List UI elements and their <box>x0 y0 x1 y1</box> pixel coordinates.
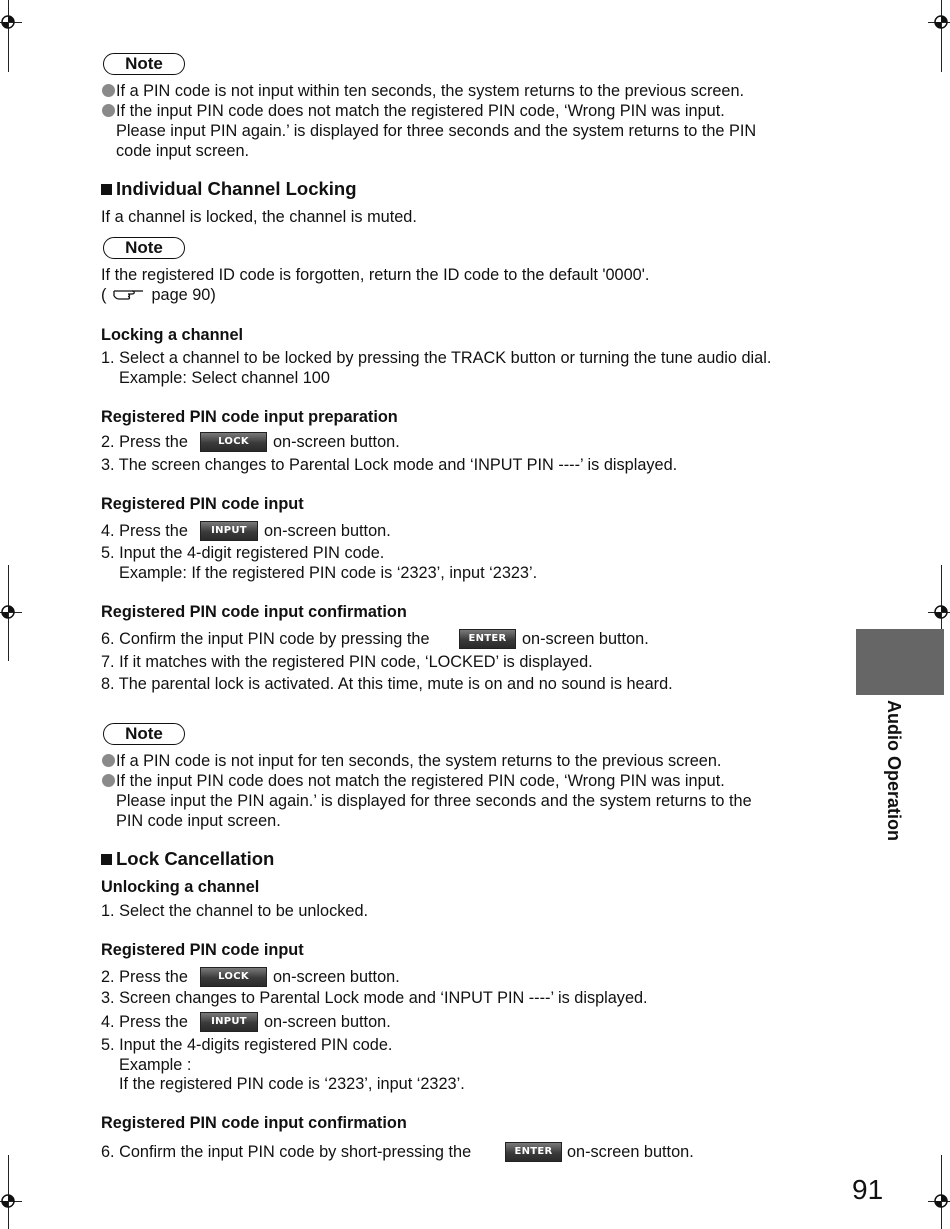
section-marker-icon <box>101 854 112 865</box>
note-text: code input screen. <box>116 142 250 160</box>
step-text: If the registered PIN code is ‘2323’, input ‘2323’. <box>119 1075 465 1093</box>
registration-mark-icon <box>0 11 22 33</box>
registration-mark-icon <box>0 1190 22 1212</box>
subheading: Registered PIN code input <box>101 941 304 959</box>
step-text: Example: If the registered PIN code is ‘2323’, input ‘2323’. <box>119 564 538 582</box>
step-text: 1. Select the channel to be unlocked. <box>101 902 369 920</box>
step-text: 6. Confirm the input PIN code by pressing the <box>101 630 430 648</box>
step-text: Example: Select channel 100 <box>119 369 330 387</box>
page-reference-text: page 90) <box>151 286 216 304</box>
step-text: 5. Input the 4-digits registered PIN code. <box>101 1036 393 1054</box>
step-text: on-screen button. <box>273 433 400 451</box>
step-text: 8. The parental lock is activated. At this time, mute is on and no sound is heard. <box>101 675 673 693</box>
note-text: Please input the PIN again.’ is displayed for three seconds and the system returns to the <box>116 792 752 810</box>
registration-mark-icon <box>930 1190 950 1212</box>
section-title: Individual Channel Locking <box>116 178 357 199</box>
step-text: on-screen button. <box>264 1013 391 1031</box>
step-text: 7. If it matches with the registered PIN code, ‘LOCKED’ is displayed. <box>101 653 593 671</box>
note-text: If a PIN code is not input for ten seconds, the system returns to the previous screen. <box>116 752 722 770</box>
note-text: If a PIN code is not input within ten seconds, the system returns to the previous screen. <box>116 82 745 100</box>
page-reference <box>101 285 216 305</box>
note-badge: Note <box>103 723 185 745</box>
lock-button[interactable]: LOCK <box>200 432 267 452</box>
step-text: 4. Press the <box>101 522 188 540</box>
step-text: on-screen button. <box>567 1143 694 1161</box>
subheading: Unlocking a channel <box>101 878 260 896</box>
note-text: If the input PIN code does not match the registered PIN code, ‘Wrong PIN was input. <box>116 102 725 120</box>
registration-mark-icon <box>930 11 950 33</box>
pointing-hand-icon <box>113 287 145 301</box>
bullet-icon <box>102 84 115 97</box>
enter-button[interactable]: ENTER <box>459 629 516 649</box>
note-badge: Note <box>103 53 185 75</box>
subheading: Registered PIN code input confirmation <box>101 603 407 621</box>
subheading: Registered PIN code input preparation <box>101 408 398 426</box>
bullet-icon <box>102 104 115 117</box>
input-button[interactable]: INPUT <box>200 1012 258 1032</box>
subheading: Locking a channel <box>101 326 244 344</box>
note-text: If the input PIN code does not match the registered PIN code, ‘Wrong PIN was input. <box>116 772 725 790</box>
step-text: 3. Screen changes to Parental Lock mode and ‘INPUT PIN ----’ is displayed. <box>101 989 648 1007</box>
subheading: Registered PIN code input <box>101 495 304 513</box>
lock-button[interactable]: LOCK <box>200 967 267 987</box>
enter-button[interactable]: ENTER <box>505 1142 562 1162</box>
note-text: PIN code input screen. <box>116 812 281 830</box>
step-text: 6. Confirm the input PIN code by short-pressing the <box>101 1143 472 1161</box>
bullet-icon <box>102 754 115 767</box>
subheading: Registered PIN code input confirmation <box>101 1114 407 1132</box>
side-tab <box>856 629 944 695</box>
step-text: Example : <box>119 1056 192 1074</box>
step-text: on-screen button. <box>273 968 400 986</box>
step-text: 5. Input the 4-digit registered PIN code. <box>101 544 385 562</box>
side-tab-label: Audio Operation <box>884 700 904 841</box>
step-text: on-screen button. <box>522 630 649 648</box>
step-text: 1. Select a channel to be locked by pressing the TRACK button or turning the tune audio dial. <box>101 349 772 367</box>
step-text: 3. The screen changes to Parental Lock mode and ‘INPUT PIN ----’ is displayed. <box>101 456 678 474</box>
section-title: Lock Cancellation <box>116 848 275 869</box>
step-text: 4. Press the <box>101 1013 188 1031</box>
note-text: Please input PIN again.’ is displayed for three seconds and the system returns to the PIN <box>116 122 757 140</box>
body-text: If a channel is locked, the channel is muted. <box>101 208 417 226</box>
registration-mark-icon <box>930 601 950 623</box>
note-badge: Note <box>103 237 185 259</box>
page-reference-open: ( <box>101 286 107 304</box>
section-marker-icon <box>101 184 112 195</box>
page-number: 91 <box>852 1174 884 1205</box>
step-text: 2. Press the <box>101 968 188 986</box>
registration-mark-icon <box>0 601 22 623</box>
bullet-icon <box>102 774 115 787</box>
step-text: 2. Press the <box>101 433 188 451</box>
note-text: If the registered ID code is forgotten, return the ID code to the default '0000'. <box>101 266 650 284</box>
step-text: on-screen button. <box>264 522 391 540</box>
input-button[interactable]: INPUT <box>200 521 258 541</box>
